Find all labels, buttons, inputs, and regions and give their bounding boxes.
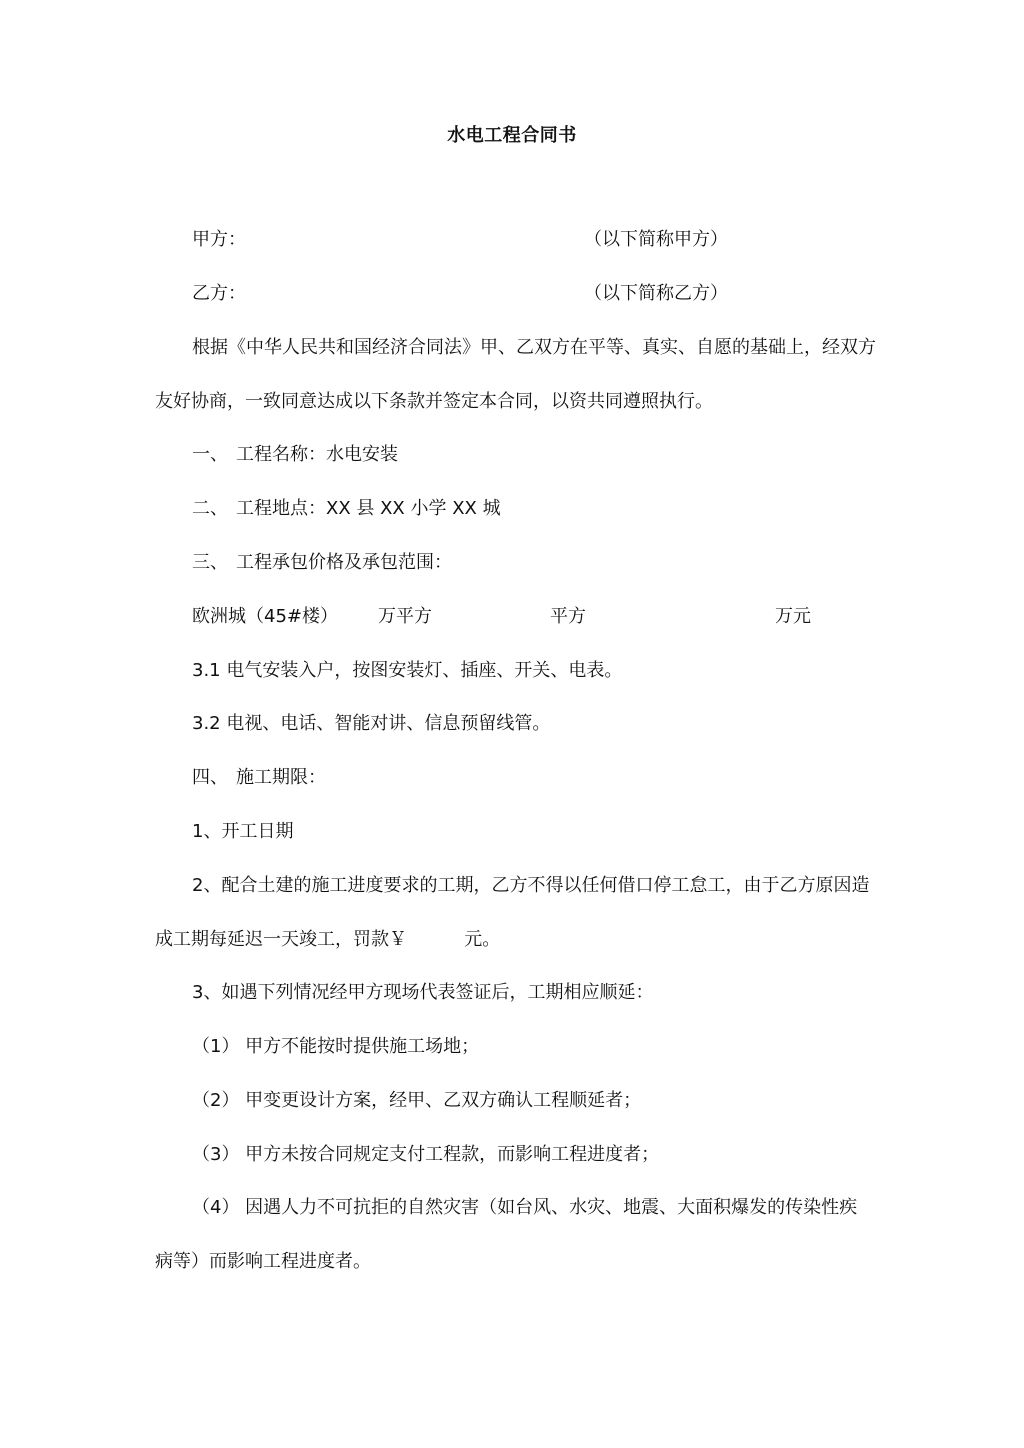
scope-unit-sqm: 平方 — [550, 606, 586, 627]
section-number: 三、 — [192, 552, 228, 573]
item-3-2: 3.2 电视、电话、智能对讲、信息预留线管。 — [192, 713, 551, 734]
intro-paragraph-line1: 根据《中华人民共和国经济合同法》甲、乙双方在平等、真实、自愿的基础上，经双方 — [192, 337, 876, 358]
condition-3: （3） 甲方未按合同规定支付工程款，而影响工程进度者； — [192, 1144, 660, 1165]
section-project-location — [192, 496, 501, 522]
section-text: 工程地点：XX 县 XX 小学 XX 城 — [236, 498, 501, 519]
term-extension: 3、如遇下列情况经甲方现场代表签证后，工期相应顺延： — [192, 982, 654, 1003]
condition-1: （1） 甲方不能按时提供施工场地； — [192, 1036, 480, 1057]
party-b-label: 乙方： — [192, 283, 246, 304]
condition-4-line1: （4） 因遇人力不可抗拒的自然灾害（如台风、水灾、地震、大面积爆发的传染性疾 — [192, 1197, 858, 1218]
section-text: 工程名称：水电安装 — [236, 444, 398, 465]
term-schedule-line1: 2、配合土建的施工进度要求的工期，乙方不得以任何借口停工怠工，由于乙方原因造 — [192, 875, 870, 896]
section-text: 工程承包价格及承包范围： — [236, 552, 452, 573]
scope-building-name: 欧洲城（45#楼） — [192, 606, 338, 627]
section-project-name — [192, 442, 398, 468]
section-text: 施工期限： — [236, 767, 326, 788]
condition-2: （2） 甲变更设计方案，经甲、乙双方确认工程顺延者； — [192, 1090, 642, 1111]
intro-paragraph-line2: 友好协商，一致同意达成以下条款并签定本合同，以资共同遵照执行。 — [155, 391, 713, 412]
document-title: 水电工程合同书 — [447, 125, 577, 146]
scope-unit-wan-sqm: 万平方 — [378, 606, 432, 627]
scope-unit-wan-yuan: 万元 — [775, 606, 811, 627]
section-number: 一、 — [192, 444, 228, 465]
section-number: 四、 — [192, 767, 228, 788]
term-start-date: 1、开工日期 — [192, 821, 294, 842]
term-schedule-line2: 成工期每延迟一天竣工，罚款￥ 元。 — [155, 929, 501, 950]
condition-4-line2: 病等）而影响工程进度者。 — [155, 1251, 371, 1272]
section-construction-period — [192, 765, 326, 791]
section-number: 二、 — [192, 498, 228, 519]
party-b-note: （以下简称乙方） — [584, 283, 728, 304]
party-a-note: （以下简称甲方） — [584, 229, 728, 250]
item-3-1: 3.1 电气安装入户，按图安装灯、插座、开关、电表。 — [192, 660, 623, 681]
party-a-label: 甲方： — [192, 229, 246, 250]
section-price-scope — [192, 550, 452, 576]
